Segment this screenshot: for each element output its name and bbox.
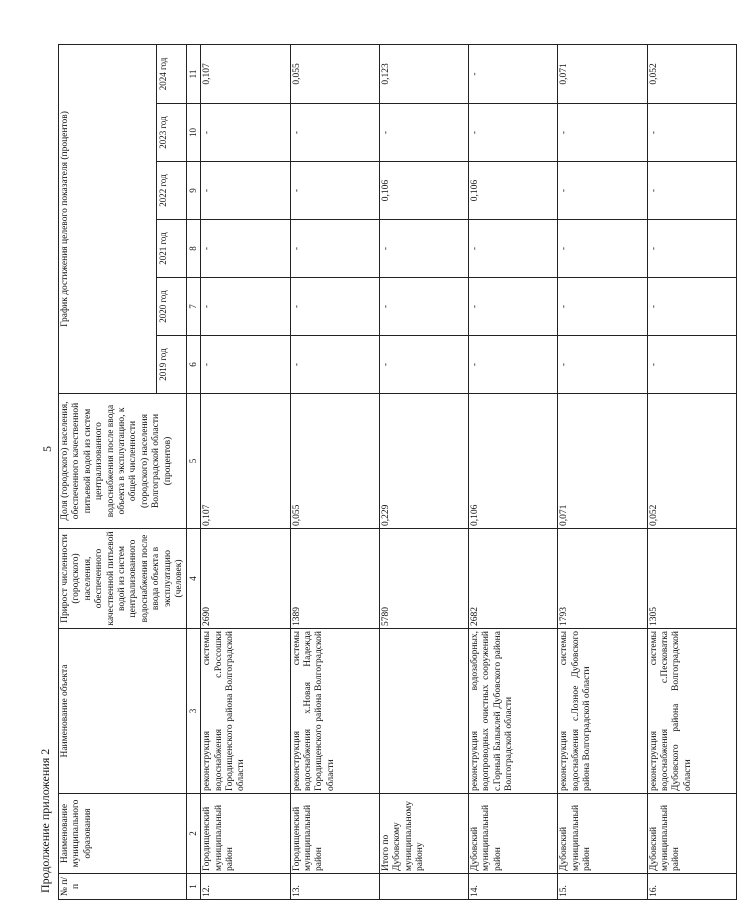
column-number: 4 xyxy=(187,529,201,629)
row-object: реконструкция системы водоснабжения с.Песковатка Дубовского района Волгоградской области xyxy=(647,629,736,794)
table-row xyxy=(290,44,379,899)
row-growth: 1793 xyxy=(558,529,647,629)
header-year: 2024 год xyxy=(157,44,187,103)
row-y2021: - xyxy=(379,220,468,278)
table-row-total xyxy=(379,44,468,899)
row-municipality: Дубовский муниципальный район xyxy=(558,794,647,874)
target-indicator-table-wrap xyxy=(58,45,693,900)
row-y2020: - xyxy=(379,278,468,336)
row-y2024: 0,055 xyxy=(290,44,379,103)
row-y2023: - xyxy=(201,104,290,162)
page-number: 5 xyxy=(40,446,54,452)
row-share: 0,229 xyxy=(379,394,468,529)
column-number: 10 xyxy=(187,104,201,162)
row-y2020: - xyxy=(558,278,647,336)
column-number: 7 xyxy=(187,278,201,336)
row-y2019: - xyxy=(201,336,290,394)
row-share: 0,106 xyxy=(469,394,558,529)
row-municipality: Дубовский муниципальный район xyxy=(469,794,558,874)
header-year: 2021 год xyxy=(157,220,187,278)
row-growth: 1389 xyxy=(290,529,379,629)
header-year: 2019 год xyxy=(157,336,187,394)
row-y2022: 0,106 xyxy=(469,162,558,220)
row-y2019: - xyxy=(379,336,468,394)
column-number: 2 xyxy=(187,794,201,874)
row-y2023: - xyxy=(469,104,558,162)
table-row xyxy=(201,44,290,899)
header-year: 2020 год xyxy=(157,278,187,336)
table-row xyxy=(469,44,558,899)
row-num xyxy=(379,874,468,900)
column-number: 5 xyxy=(187,394,201,529)
row-num: 12. xyxy=(201,874,290,900)
row-growth: 2690 xyxy=(201,529,290,629)
row-y2020: - xyxy=(201,278,290,336)
row-object: реконструкция системы водоснабжения с.Россошки Городищенского района Волгоградской области xyxy=(201,629,290,794)
header-municipality: Наименование муниципального образования xyxy=(59,794,187,874)
row-object: реконструкция системы водоснабжения с.Лозное Дубовского района Волгоградской области xyxy=(558,629,647,794)
row-y2022: - xyxy=(201,162,290,220)
table-row xyxy=(647,44,736,899)
row-y2021: - xyxy=(290,220,379,278)
row-y2021: - xyxy=(469,220,558,278)
row-num: 14. xyxy=(469,874,558,900)
row-num: 15. xyxy=(558,874,647,900)
row-municipality: Городищенский муниципальный район xyxy=(290,794,379,874)
column-number: 8 xyxy=(187,220,201,278)
row-num: 13. xyxy=(290,874,379,900)
header-share: Доля (городского) населения, обеспеченного качественной питьевой водой из систем централизованного водоснабжения после ввода объекта в эксплуатацию, к общей численности (городского) населения Волгоградской области (процентов) xyxy=(59,394,187,529)
row-share: 0,107 xyxy=(201,394,290,529)
row-y2019: - xyxy=(558,336,647,394)
row-y2024: 0,071 xyxy=(558,44,647,103)
row-y2021: - xyxy=(647,220,736,278)
row-y2023: - xyxy=(647,104,736,162)
column-number: 1 xyxy=(187,874,201,900)
row-y2024: 0,052 xyxy=(647,44,736,103)
header-schedule: График достижения целевого показателя (процентов) xyxy=(59,44,157,393)
column-number: 3 xyxy=(187,629,201,794)
row-y2019: - xyxy=(290,336,379,394)
table-row xyxy=(558,44,647,899)
row-num: 16. xyxy=(647,874,736,900)
row-y2019: - xyxy=(469,336,558,394)
row-y2023: - xyxy=(290,104,379,162)
row-y2024: 0,107 xyxy=(201,44,290,103)
target-indicator-table xyxy=(58,44,737,900)
row-share: 0,055 xyxy=(290,394,379,529)
column-number: 9 xyxy=(187,162,201,220)
row-growth: 5780 xyxy=(379,529,468,629)
row-y2024: 0,123 xyxy=(379,44,468,103)
row-y2023: - xyxy=(379,104,468,162)
row-y2022: 0,106 xyxy=(379,162,468,220)
row-y2022: - xyxy=(558,162,647,220)
row-object xyxy=(379,629,468,794)
row-growth: 2682 xyxy=(469,529,558,629)
row-municipality: Итого по Дубовскому муниципальному району xyxy=(379,794,468,874)
header-year: 2023 год xyxy=(157,104,187,162)
row-y2020: - xyxy=(290,278,379,336)
row-municipality: Дубовский муниципальный район xyxy=(647,794,736,874)
header-year: 2022 год xyxy=(157,162,187,220)
header-growth: Прирост численности (городского) населения, обеспеченного качественной питьевой водой из систем централизованного водоснабжения после ввода объекта в эксплуатацию (человек) xyxy=(59,529,187,629)
header-object: Наименование объекта xyxy=(59,629,187,794)
row-y2023: - xyxy=(558,104,647,162)
row-municipality: Городищенский муниципальный район xyxy=(201,794,290,874)
header-num: № п/п xyxy=(59,874,187,900)
row-y2021: - xyxy=(201,220,290,278)
continuation-note: Продолжение приложения 2 xyxy=(38,748,52,893)
row-growth: 1305 xyxy=(647,529,736,629)
row-y2024: - xyxy=(469,44,558,103)
row-y2022: - xyxy=(290,162,379,220)
row-y2022: - xyxy=(647,162,736,220)
row-y2021: - xyxy=(558,220,647,278)
row-y2020: - xyxy=(469,278,558,336)
row-y2020: - xyxy=(647,278,736,336)
row-y2019: - xyxy=(647,336,736,394)
row-share: 0,052 xyxy=(647,394,736,529)
row-object: реконструкция водозаборных, водопроводных очистных сооружений с.Горный Балыклей Дубовского района Волгоградской области xyxy=(469,629,558,794)
column-number: 6 xyxy=(187,336,201,394)
column-number: 11 xyxy=(187,44,201,103)
row-share: 0,071 xyxy=(558,394,647,529)
row-object: реконструкция системы водоснабжения х.Новая Надежда Городищенского района Волгоградской области xyxy=(290,629,379,794)
